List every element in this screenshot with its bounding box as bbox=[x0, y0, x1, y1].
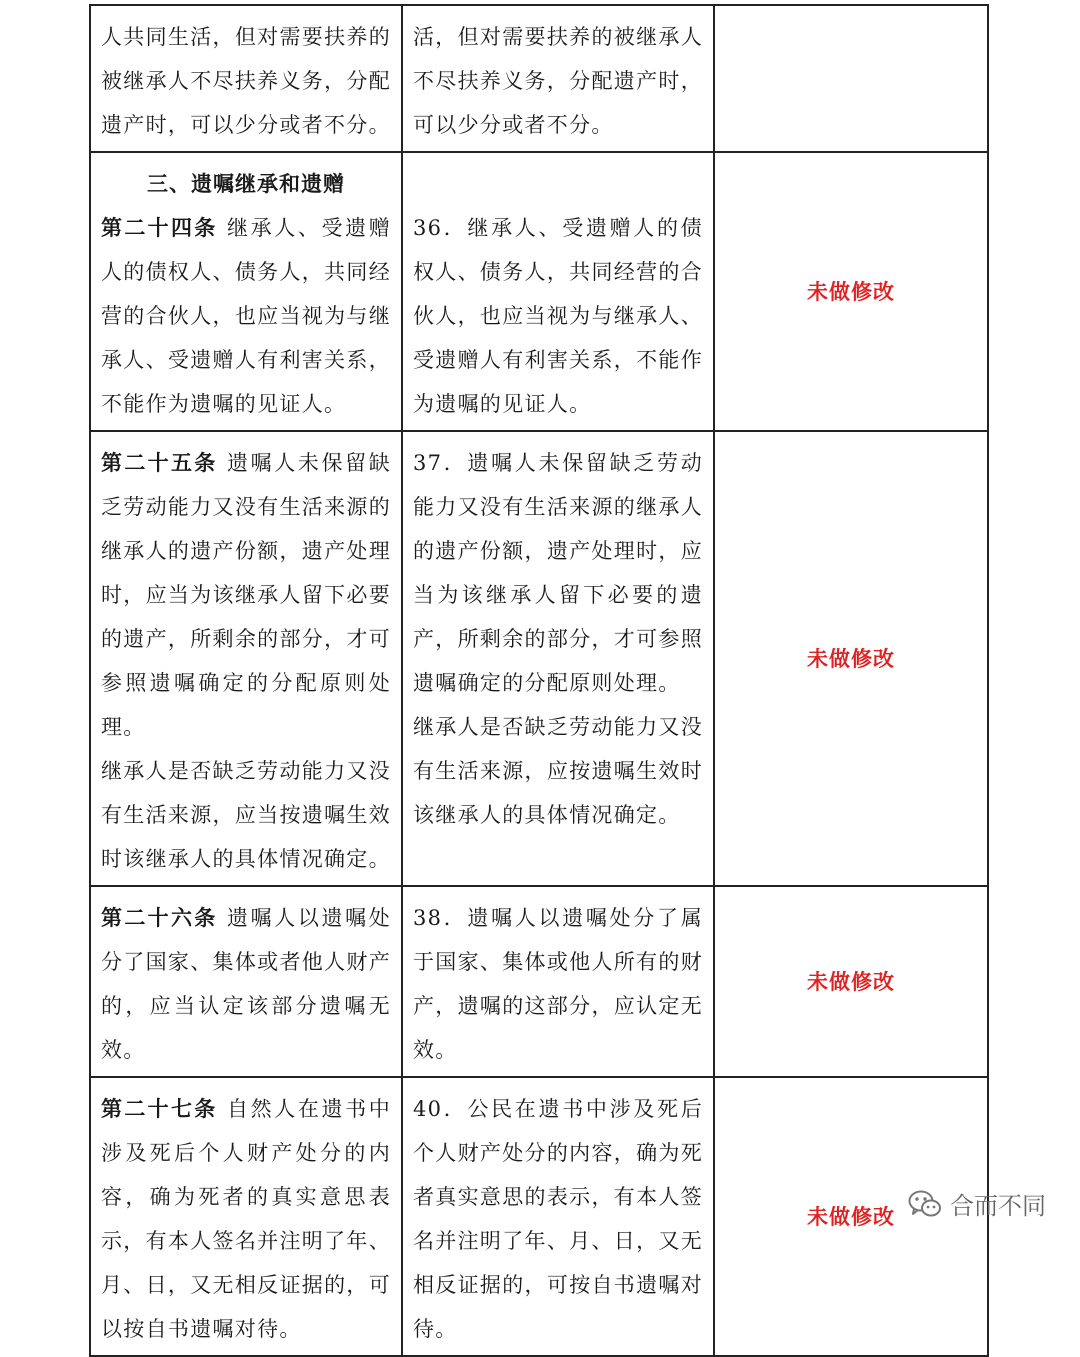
article-text: 继承人、受遗赠人的债权人、债务人，共同经营的合伙人，也应当视为与继承人、受遗赠人有利害关系，不能作为遗嘱的见证人。 bbox=[101, 216, 392, 416]
watermark-text: 合而不同 bbox=[950, 1192, 1046, 1220]
wechat-icon bbox=[908, 1189, 942, 1219]
old-text-cell bbox=[402, 1077, 714, 1356]
paragraph: 38．遗嘱人以遗嘱处分了属于国家、集体或他人所有的财产，遗嘱的这部分，应认定无效。 bbox=[413, 906, 703, 1062]
change-note-cell bbox=[714, 5, 988, 152]
table-row bbox=[90, 1077, 988, 1356]
comparison-table bbox=[89, 4, 989, 1357]
paragraph: 活，但对需要扶养的被继承人不尽扶养义务，分配遗产时，可以少分或者不分。 bbox=[413, 25, 703, 137]
new-text-cell bbox=[90, 886, 402, 1077]
article-number: 第二十五条 bbox=[101, 451, 218, 475]
article-number: 第二十六条 bbox=[101, 906, 218, 930]
change-note: 未做修改 bbox=[807, 969, 895, 994]
paragraph: 36．继承人、受遗赠人的债权人、债务人，共同经营的合伙人，也应当视为与继承人、受遗赠人有利害关系，不能作为遗嘱的见证人。 bbox=[413, 216, 703, 416]
article-text: 遗嘱人以遗嘱处分了国家、集体或者他人财产的，应当认定该部分遗嘱无效。 bbox=[101, 906, 392, 1062]
section-heading: 三、遗嘱继承和遗赠 bbox=[147, 172, 345, 196]
paragraph bbox=[101, 206, 391, 426]
new-text-cell bbox=[90, 5, 402, 152]
change-note-cell bbox=[714, 431, 988, 886]
paragraph: 40．公民在遗书中涉及死后个人财产处分的内容，确为死者真实意思的表示，有本人签名并注明了年、月、日，又无相反证据的，可按自书遗嘱对待。 bbox=[413, 1097, 703, 1341]
change-note-cell bbox=[714, 886, 988, 1077]
table-row bbox=[90, 886, 988, 1077]
table-row bbox=[90, 431, 988, 886]
table-row bbox=[90, 152, 988, 431]
paragraph: 37．遗嘱人未保留缺乏劳动能力又没有生活来源的继承人的遗产份额，遗产处理时，应当为该继承人留下必要的遗产，所剩余的部分，才可参照遗嘱确定的分配原则处理。 bbox=[413, 451, 703, 695]
watermark bbox=[908, 1186, 1046, 1221]
new-text-cell bbox=[90, 152, 402, 431]
paragraph bbox=[101, 441, 391, 749]
paragraph bbox=[101, 896, 391, 1072]
change-note: 未做修改 bbox=[807, 279, 895, 304]
article-text: 自然人在遗书中涉及死后个人财产处分的内容，确为死者的真实意思表示，有本人签名并注明了年、月、日，又无相反证据的，可以按自书遗嘱对待。 bbox=[101, 1097, 392, 1341]
article-number: 第二十四条 bbox=[101, 216, 218, 240]
change-note: 未做修改 bbox=[807, 646, 895, 671]
old-text-cell bbox=[402, 152, 714, 431]
change-note: 未做修改 bbox=[807, 1204, 895, 1229]
old-text-cell bbox=[402, 5, 714, 152]
old-text-cell bbox=[402, 431, 714, 886]
paragraph: 继承人是否缺乏劳动能力又没有生活来源，应当按遗嘱生效时该继承人的具体情况确定。 bbox=[101, 759, 391, 871]
article-number: 第二十七条 bbox=[101, 1097, 218, 1121]
change-note-cell bbox=[714, 152, 988, 431]
article-text: 遗嘱人未保留缺乏劳动能力又没有生活来源的继承人的遗产份额，遗产处理时，应当为该继承人留下必要的遗产，所剩余的部分，才可参照遗嘱确定的分配原则处理。 bbox=[101, 451, 392, 739]
table-row bbox=[90, 5, 988, 152]
new-text-cell bbox=[90, 431, 402, 886]
paragraph: 人共同生活，但对需要扶养的被继承人不尽扶养义务，分配遗产时，可以少分或者不分。 bbox=[101, 25, 391, 137]
new-text-cell bbox=[90, 1077, 402, 1356]
paragraph bbox=[101, 1087, 391, 1351]
old-text-cell bbox=[402, 886, 714, 1077]
paragraph: 继承人是否缺乏劳动能力又没有生活来源，应按遗嘱生效时该继承人的具体情况确定。 bbox=[413, 715, 703, 827]
